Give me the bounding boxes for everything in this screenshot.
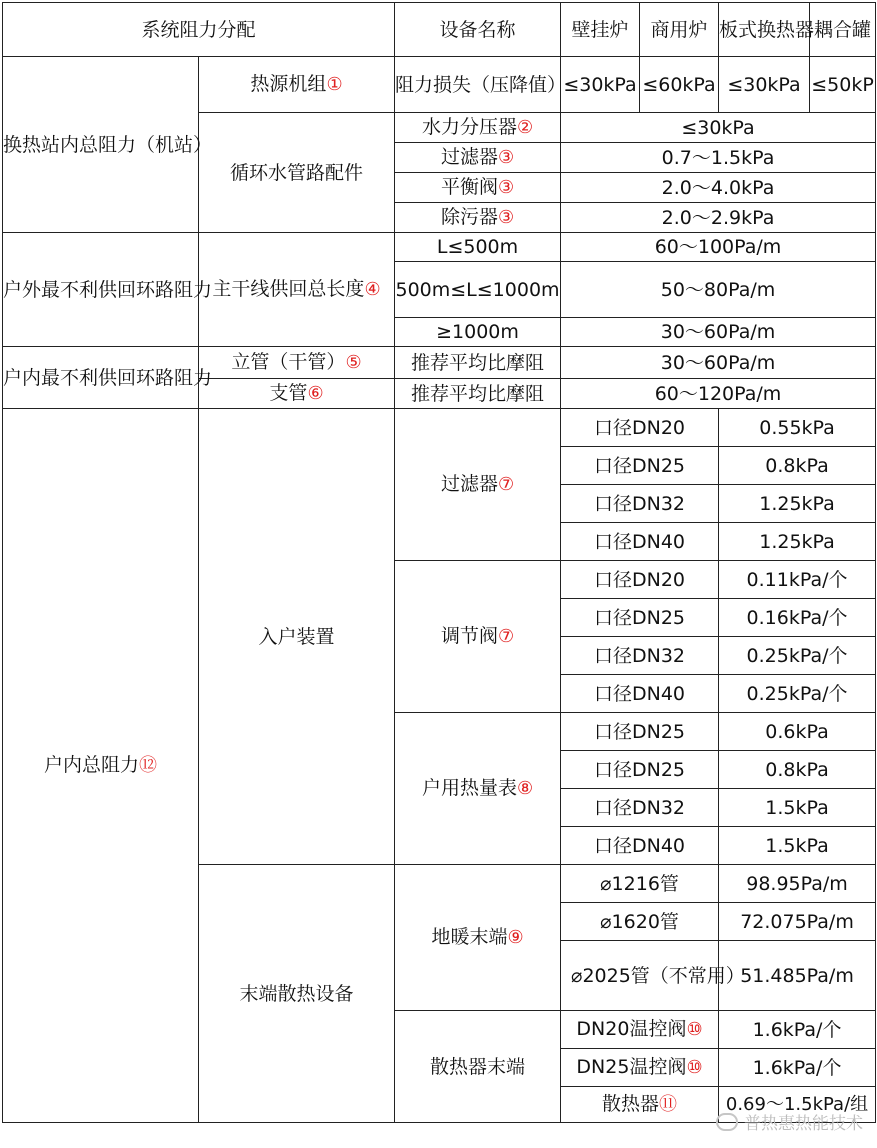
resistance-allocation-table [2,2,876,1123]
spec-cell: 口径DN40 [561,827,719,865]
device-valve: 调节阀⑦ [395,561,561,713]
marker: ① [326,74,343,95]
header-device: 设备名称 [395,3,561,57]
spec-cell: ⌀1620管 [561,903,719,941]
subgroup-riser: 立管（干管）⑤ [199,347,395,379]
value-cell: 0.16kPa/个 [719,599,876,637]
device-filter: 过滤器⑦ [395,409,561,561]
value-cell: 0.8kPa [719,751,876,789]
group-station [3,57,213,233]
value-cell: 72.075Pa/m [719,903,876,941]
value-cell: ≤30kPa [561,113,876,143]
subgroup-heat-source: 热源机组① [199,57,395,113]
value-cell: 2.0～2.9kPa [561,203,876,233]
table-row [3,233,876,262]
value-cell: 2.0～4.0kPa [561,173,876,203]
value-cell: 0.11kPa/个 [719,561,876,599]
value-cell: 0.69～1.5kPa/组 [719,1087,876,1123]
value-cell: 0.25kPa/个 [719,637,876,675]
marker: ⑦ [497,626,515,647]
device-cell: 推荐平均比摩阻 [395,347,561,379]
subgroup-terminal: 末端散热设备 [199,865,395,1123]
value-cell: 1.6kPa/个 [719,1049,876,1087]
value-cell: 1.5kPa [719,789,876,827]
spec-cell: DN25温控阀⑩ [561,1049,719,1087]
value-cell: 1.6kPa/个 [719,1011,876,1049]
marker: ⑦ [497,474,515,495]
value-cell: 30～60Pa/m [561,318,876,347]
value-cell: 0.6kPa [719,713,876,751]
value-cell: 50～80Pa/m [561,262,876,318]
device-cell: 平衡阀③ [395,173,561,203]
marker: ③ [497,177,515,198]
watermark-text: 普热惠热能技术 [744,1114,863,1134]
value-cell: 51.485Pa/m [719,941,876,1011]
group-outdoor [3,233,213,347]
header-row [3,3,876,57]
value-cell: 60～100Pa/m [561,233,876,262]
spec-cell: ⌀1216管 [561,865,719,903]
table-row [3,57,876,113]
device-floor-heating: 地暖末端⑨ [395,865,561,1011]
value-cell: ≤60kPa [640,57,719,113]
marker: ② [516,117,534,138]
group-label: 户内总阻力 [43,754,139,776]
value-cell: 1.25kPa [719,485,876,523]
table-row [3,409,876,447]
header-commercial-boiler: 商用炉 [640,3,719,57]
group-label: 换热站内总阻力（机站） [3,133,213,156]
header-plate-exchanger: 板式换热器 [719,3,810,57]
marker: ③ [497,207,515,228]
device-cell: L≤500m [395,233,561,262]
spec-cell: 口径DN32 [561,637,719,675]
marker: ⑩ [686,1057,703,1078]
header-coupling-tank: 耦合罐 [810,3,876,57]
value-cell: 1.25kPa [719,523,876,561]
spec-cell: 口径DN25 [561,599,719,637]
marker: ④ [364,279,381,300]
group-label: 户外最不利供回环路阻力 [3,278,213,301]
spec-cell: 口径DN25 [561,713,719,751]
device-cell: 500m≤L≤1000m [395,262,561,318]
subgroup-branch: 支管⑥ [199,379,395,409]
device-cell: ≥1000m [395,318,561,347]
marker: ⑥ [307,383,324,404]
spec-cell: 口径DN25 [561,447,719,485]
spec-cell: 口径DN40 [561,523,719,561]
value-cell: 30～60Pa/m [561,347,876,379]
value-cell: 0.7～1.5kPa [561,143,876,173]
marker: ⑫ [139,755,157,776]
table-row [3,347,876,379]
spec-cell: 口径DN20 [561,561,719,599]
value-cell: 98.95Pa/m [719,865,876,903]
spec-cell: 口径DN40 [561,675,719,713]
subgroup-entry-device: 入户装置 [199,409,395,865]
device-cell: 除污器③ [395,203,561,233]
spec-cell: 口径DN32 [561,485,719,523]
group-label: 户内最不利供回环路阻力 [3,366,213,389]
marker: ⑩ [686,1019,703,1040]
marker: ⑧ [516,778,534,799]
header-wall-boiler: 壁挂炉 [561,3,640,57]
subgroup-trunk-length: 主干线供回总长度④ [199,233,395,347]
spec-cell: 口径DN20 [561,409,719,447]
value-cell: ≤50kP [810,57,876,113]
spec-cell: DN20温控阀⑩ [561,1011,719,1049]
device-cell: 推荐平均比摩阻 [395,379,561,409]
group-indoor-loop [3,347,213,409]
watermark [716,1109,863,1134]
marker: ⑪ [659,1094,678,1115]
spec-cell: 散热器⑪ [561,1087,719,1123]
spec-cell: 口径DN32 [561,789,719,827]
header-allocation: 系统阻力分配 [3,3,395,57]
group-indoor-total [3,409,199,1123]
device-cell: 水力分压器② [395,113,561,143]
spec-cell: 口径DN25 [561,751,719,789]
value-cell: 0.25kPa/个 [719,675,876,713]
marker: ⑤ [345,352,362,373]
value-cell: ≤30kPa [719,57,810,113]
marker: ⑨ [507,927,524,948]
value-cell: 60～120Pa/m [561,379,876,409]
device-cell: 阻力损失（压降值） [395,57,561,113]
value-cell: 0.55kPa [719,409,876,447]
device-heat-meter: 户用热量表⑧ [395,713,561,865]
device-cell: 过滤器③ [395,143,561,173]
wechat-icon [716,1113,738,1131]
value-cell: 1.5kPa [719,827,876,865]
value-cell: ≤30kPa [561,57,640,113]
device-radiator-terminal: 散热器末端 [395,1011,561,1123]
value-cell: 0.8kPa [719,447,876,485]
subgroup-fittings: 循环水管路配件 [199,113,395,233]
marker: ③ [497,147,515,168]
spec-cell: ⌀2025管（不常用） [561,941,719,1011]
